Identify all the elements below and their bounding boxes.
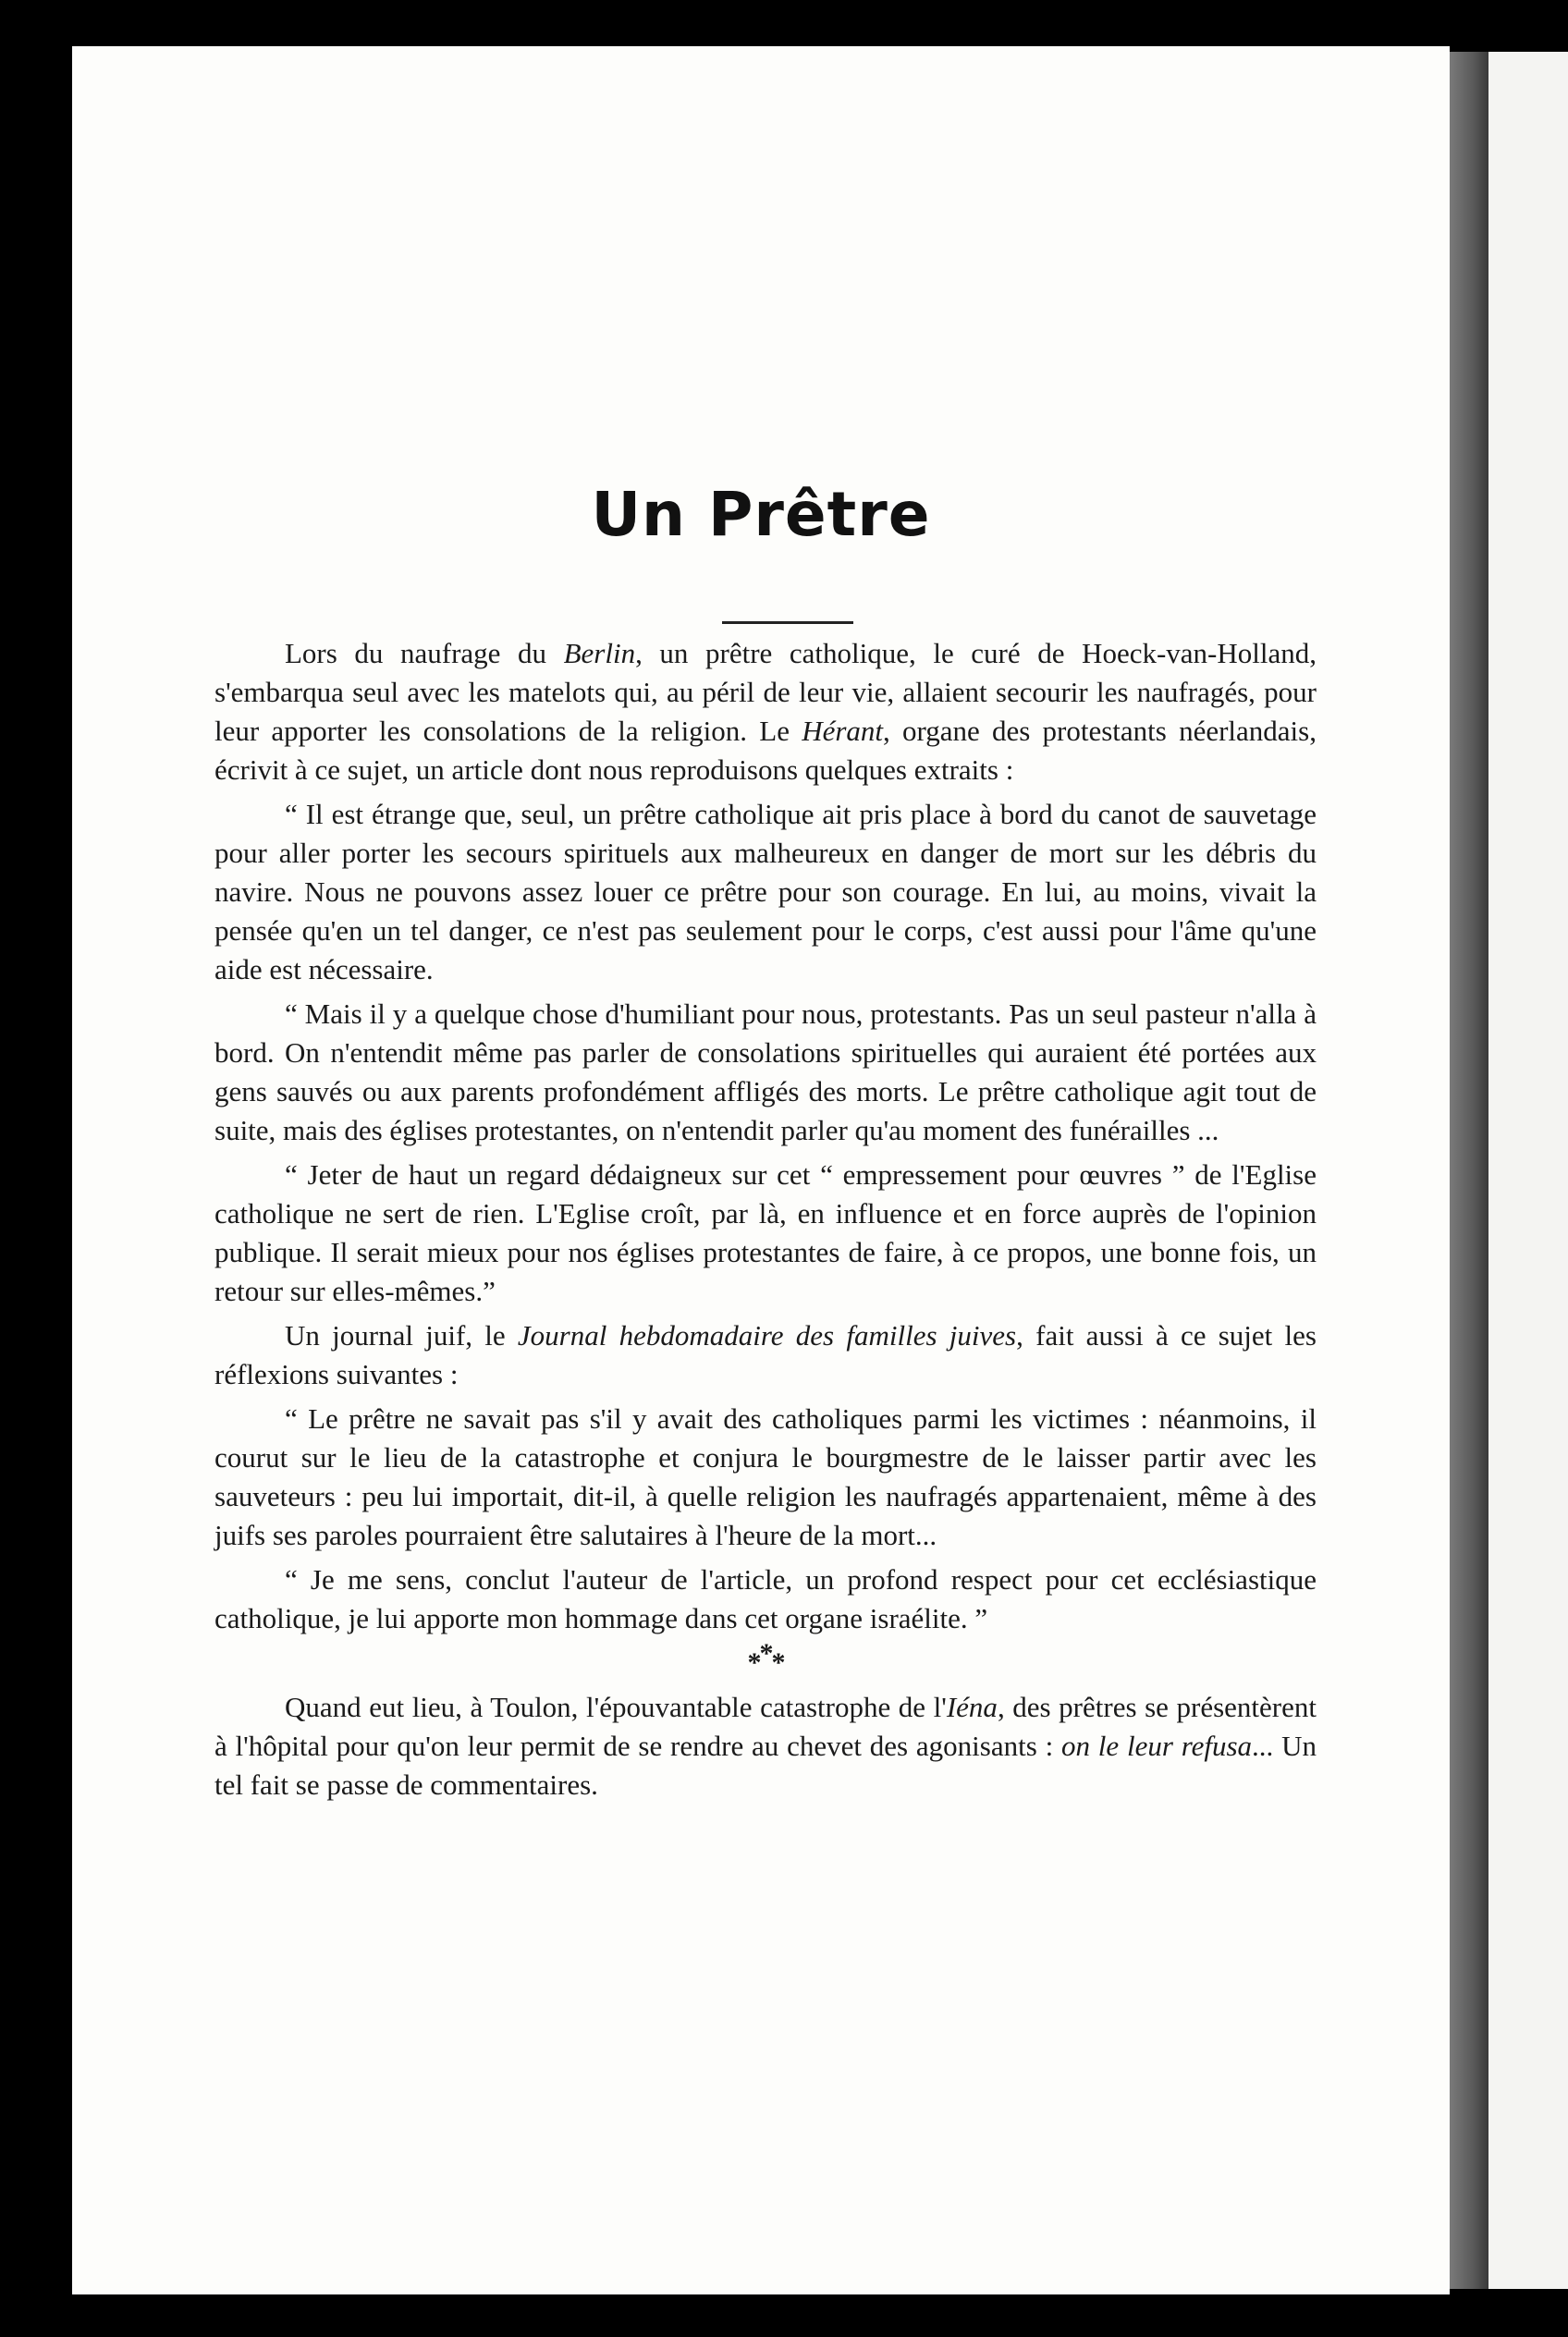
journal-text-start: Un journal juif, le (285, 1319, 518, 1352)
toulon-text-middle: , des prêtres se présentèrent à l'hôpital pour qu'on leur permit de se rendre au chevet des agonisants : (214, 1691, 1317, 1762)
paragraph-toulon (214, 1688, 1317, 1805)
quote-paragraph-2: “ Mais il y a quelque chose d'humiliant pour nous, protestants. Pas un seul pasteur n'alla à bord. On n'entendit même pas parler de consolations spirituelles qui auraient été portées aux gens sauvés ou aux parents profondément affligés des morts. Le prêtre catholique agit tout de suite, mais des églises protestantes, on n'entendit parler qu'au moment des funérailles ... (214, 997, 1317, 1146)
asterism-right: * (771, 1647, 784, 1678)
page-title: Un Prêtre (591, 479, 931, 550)
paragraph-intro (214, 634, 1317, 789)
toulon-text-start: Quand eut lieu, à Toulon, l'épouvantable catastrophe de l' (285, 1691, 947, 1723)
paragraph-jewish-journal (214, 1316, 1317, 1394)
newspaper-name-heraut: Hérant (802, 715, 884, 747)
journal-text-end: , fait aussi à ce sujet les réflexions suivantes : (214, 1319, 1317, 1390)
title-rule (722, 621, 853, 624)
journal-name: Journal hebdomadaire des familles juives (517, 1319, 1017, 1352)
quote-paragraph-3: “ Jeter de haut un regard dédaigneux sur cet “ empressement pour œuvres ” de l'Eglise catholique ne sert de rien. L'Eglise croît, par là, en influence et en force auprès de l'opinion publique. Il serait mieux pour nos églises protestantes de faire, à ce propos, une bonne fois, un retour sur elles-mêmes.” (214, 1158, 1317, 1307)
intro-text-start: Lors du naufrage du (285, 637, 564, 669)
ship-name-berlin: Berlin (563, 637, 636, 669)
ship-name-iena: Iéna (946, 1691, 998, 1723)
facing-page-edge (1488, 52, 1568, 2289)
quote-paragraph-1: “ Il est étrange que, seul, un prêtre catholique ait pris place à bord du canot de sauvetage pour aller porter les secours spirituels aux malheureux en danger de mort sur les débris du navire. Nous ne pouvons assez louer ce prêtre pour son courage. En lui, au moins, vivait la pensée qu'en un tel danger, ce n'est pas seulement pour le corps, c'est aussi pour l'âme qu'une aide est nécessaire. (214, 798, 1317, 985)
asterism-left: * (747, 1647, 760, 1678)
quote-paragraph-4: “ Le prêtre ne savait pas s'il y avait des catholiques parmi les victimes : néanmoins, il courut sur le lieu de la catastrophe et conjura le bourgmestre de le laisser partir avec les sauveteurs : peu lui importait, dit-il, à quelle religion les naufragés appartenaient, même à des juifs ses paroles pourraient être salutaires à l'heure de la mort... (214, 1402, 1317, 1551)
toulon-text-end: ... Un tel fait se passe de commentaires. (214, 1730, 1317, 1801)
asterism-separator (214, 1638, 1317, 1682)
intro-text-middle: , un prêtre catholique, le curé de Hoeck-van-Holland, s'embarqua seul avec les matelots qui, au péril de leur vie, allaient secourir les naufragés, pour leur apporter les consolations de la religion. Le (214, 637, 1317, 747)
refusal-phrase: on le leur refusa (1060, 1730, 1253, 1762)
quote-paragraph-5: “ Je me sens, conclut l'auteur de l'article, un profond respect pour cet ecclésiastique catholique, je lui apporte mon hommage dans cet organe israélite. ” (214, 1563, 1317, 1634)
asterism-center: * (759, 1638, 772, 1669)
intro-text-end: , organe des protestants néerlandais, écrivit à ce sujet, un article dont nous reproduisons quelques extraits : (214, 715, 1317, 786)
page-edge-shadow (1450, 52, 1488, 2289)
article-body (214, 634, 1317, 1805)
